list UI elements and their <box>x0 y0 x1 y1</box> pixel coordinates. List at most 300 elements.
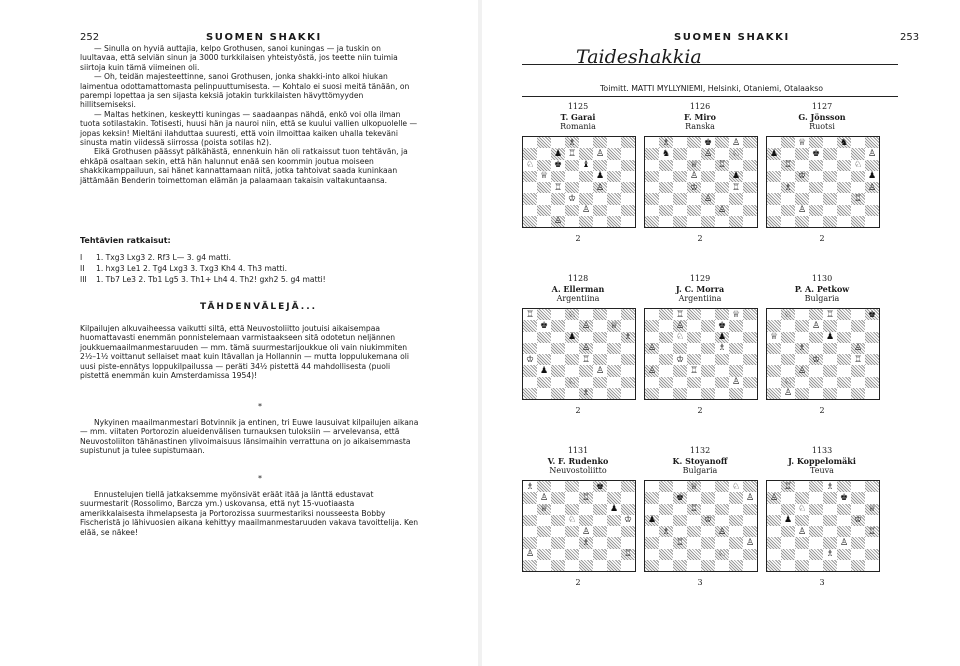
board-square <box>607 515 621 526</box>
board-square <box>865 343 879 354</box>
board-square <box>795 216 809 227</box>
board-square <box>579 481 593 492</box>
board-square <box>621 481 635 492</box>
board-square <box>767 171 781 182</box>
board-square <box>701 526 715 537</box>
board-square <box>809 193 823 204</box>
problem-header <box>640 446 760 476</box>
board-square <box>781 504 795 515</box>
board-square <box>715 343 729 354</box>
chess-piece-icon: ♘ <box>731 481 741 492</box>
board-square <box>579 160 593 171</box>
chess-piece-icon: ♗ <box>661 526 671 537</box>
problem-header <box>518 446 638 476</box>
chess-piece-icon: ♞ <box>839 137 849 148</box>
chess-piece-icon: ♙ <box>581 526 591 537</box>
board-square <box>701 492 715 503</box>
board-square <box>593 137 607 148</box>
board-square <box>593 377 607 388</box>
board-square <box>851 481 865 492</box>
chess-piece-icon: ♚ <box>595 481 605 492</box>
board-square <box>607 537 621 548</box>
board-square <box>851 354 865 365</box>
board-square <box>715 526 729 537</box>
board-square <box>523 193 537 204</box>
board-square <box>621 205 635 216</box>
chess-piece-icon: ♙ <box>867 182 877 193</box>
chess-piece-icon: ♔ <box>567 193 577 204</box>
chess-piece-icon: ♕ <box>609 320 619 331</box>
board-square <box>593 365 607 376</box>
chess-piece-icon: ♟ <box>567 332 577 343</box>
board-square <box>659 148 673 159</box>
board-square <box>687 193 701 204</box>
board-square <box>743 560 757 571</box>
board-square <box>823 560 837 571</box>
board-square <box>715 492 729 503</box>
chess-piece-icon: ♗ <box>581 537 591 548</box>
problem-country: Teuva <box>810 466 834 475</box>
board-square <box>565 560 579 571</box>
board-square <box>743 205 757 216</box>
board-square <box>607 160 621 171</box>
chess-piece-icon: ♘ <box>797 504 807 515</box>
board-square <box>729 492 743 503</box>
board-square <box>795 549 809 560</box>
board-square <box>537 504 551 515</box>
board-square <box>743 309 757 320</box>
board-square <box>743 515 757 526</box>
board-square <box>809 343 823 354</box>
board-square <box>781 549 795 560</box>
board-square <box>781 171 795 182</box>
board-square <box>621 137 635 148</box>
board-square <box>645 504 659 515</box>
board-square <box>701 560 715 571</box>
board-square <box>687 343 701 354</box>
problem-composer: V. F. Rudenko <box>547 456 609 466</box>
board-square <box>865 526 879 537</box>
board-square <box>701 365 715 376</box>
board-square <box>767 309 781 320</box>
board-square <box>823 343 837 354</box>
solution-text: 1. Txg3 Lxg3 2. Rf3 L— 3. g4 matti. <box>96 253 231 262</box>
chess-piece-icon: ♖ <box>567 148 577 159</box>
board-square <box>865 537 879 548</box>
solution-number: III <box>80 275 87 284</box>
chess-piece-icon: ♔ <box>525 354 535 365</box>
board-square <box>673 148 687 159</box>
board-square <box>743 216 757 227</box>
board-square <box>607 492 621 503</box>
board-square <box>565 205 579 216</box>
board-square <box>687 515 701 526</box>
board-square <box>565 193 579 204</box>
board-square <box>865 171 879 182</box>
board-square <box>645 216 659 227</box>
board-square <box>865 492 879 503</box>
board-square <box>701 182 715 193</box>
board-square <box>851 343 865 354</box>
board-square <box>593 560 607 571</box>
board-square <box>687 205 701 216</box>
board-square <box>729 193 743 204</box>
board-square <box>593 388 607 399</box>
chess-diagram <box>644 136 758 228</box>
board-square <box>673 137 687 148</box>
board-square <box>621 526 635 537</box>
problem-header <box>640 102 760 132</box>
board-square <box>659 365 673 376</box>
problem-country: Neuvostoliitto <box>549 466 607 475</box>
board-square <box>565 182 579 193</box>
board-square <box>837 332 851 343</box>
board-square <box>673 171 687 182</box>
chess-piece-icon: ♘ <box>567 309 577 320</box>
solution-text: 1. hxg3 Le1 2. Tg4 Lxg3 3. Txg3 Kh4 4. Th3 matti. <box>96 264 287 273</box>
board-square <box>537 515 551 526</box>
board-square <box>701 549 715 560</box>
board-square <box>645 343 659 354</box>
board-square <box>659 481 673 492</box>
problem-moves: 2 <box>819 234 825 243</box>
board-square <box>823 504 837 515</box>
board-square <box>523 160 537 171</box>
problem-composer: J. Koppelomäki <box>788 456 856 466</box>
board-square <box>865 515 879 526</box>
board-square <box>865 160 879 171</box>
board-square <box>823 365 837 376</box>
board-square <box>743 343 757 354</box>
board-square <box>837 193 851 204</box>
board-square <box>523 148 537 159</box>
board-square <box>593 160 607 171</box>
board-square <box>645 492 659 503</box>
board-square <box>851 526 865 537</box>
board-square <box>743 388 757 399</box>
board-square <box>537 137 551 148</box>
board-square <box>687 171 701 182</box>
problem-country: Argentiina <box>678 294 722 303</box>
chess-piece-icon: ♙ <box>539 492 549 503</box>
board-square <box>823 216 837 227</box>
board-square <box>621 193 635 204</box>
board-square <box>593 182 607 193</box>
board-square <box>551 537 565 548</box>
board-square <box>823 549 837 560</box>
board-square <box>729 205 743 216</box>
board-square <box>715 320 729 331</box>
chess-piece-icon: ♔ <box>689 182 699 193</box>
board-square <box>781 137 795 148</box>
board-square <box>579 137 593 148</box>
board-square <box>687 365 701 376</box>
board-square <box>851 332 865 343</box>
board-square <box>837 182 851 193</box>
board-square <box>781 388 795 399</box>
board-square <box>607 182 621 193</box>
board-square <box>673 320 687 331</box>
board-square <box>851 309 865 320</box>
board-square <box>593 504 607 515</box>
board-square <box>851 182 865 193</box>
board-square <box>729 560 743 571</box>
board-square <box>621 320 635 331</box>
chess-piece-icon: ♙ <box>853 343 863 354</box>
chess-piece-icon: ♚ <box>811 148 821 159</box>
board-square <box>551 193 565 204</box>
left-page <box>0 0 478 666</box>
board-square <box>579 171 593 182</box>
board-square <box>743 504 757 515</box>
board-square <box>565 216 579 227</box>
board-square <box>809 515 823 526</box>
board-square <box>659 526 673 537</box>
board-square <box>593 537 607 548</box>
chess-piece-icon: ♔ <box>797 171 807 182</box>
board-square <box>743 148 757 159</box>
chess-piece-icon: ♗ <box>825 549 835 560</box>
board-square <box>523 492 537 503</box>
board-square <box>645 377 659 388</box>
board-square <box>715 549 729 560</box>
board-square <box>795 148 809 159</box>
board-square <box>551 526 565 537</box>
board-square <box>743 537 757 548</box>
board-square <box>621 549 635 560</box>
board-square <box>865 549 879 560</box>
board-square <box>523 216 537 227</box>
board-square <box>565 492 579 503</box>
board-square <box>607 148 621 159</box>
board-square <box>823 182 837 193</box>
board-square <box>565 320 579 331</box>
board-square <box>701 193 715 204</box>
board-square <box>537 492 551 503</box>
board-square <box>851 537 865 548</box>
board-square <box>767 388 781 399</box>
board-square <box>593 526 607 537</box>
board-square <box>593 481 607 492</box>
section-title: TÄHDENVÄLEJÄ... <box>200 302 318 312</box>
solutions-title: Tehtävien ratkaisut: <box>80 236 171 245</box>
board-square <box>645 365 659 376</box>
chess-piece-icon: ♗ <box>623 332 633 343</box>
board-square <box>837 148 851 159</box>
board-square <box>743 320 757 331</box>
separator-star: * <box>258 402 262 411</box>
chess-piece-icon: ♙ <box>595 365 605 376</box>
board-square <box>715 388 729 399</box>
chess-diagram <box>522 308 636 400</box>
board-square <box>673 537 687 548</box>
chess-piece-icon: ♗ <box>581 388 591 399</box>
board-square <box>537 320 551 331</box>
board-square <box>851 193 865 204</box>
board-square <box>673 515 687 526</box>
board-square <box>687 148 701 159</box>
board-square <box>865 560 879 571</box>
chess-piece-icon: ♟ <box>539 365 549 376</box>
board-square <box>523 537 537 548</box>
board-square <box>579 148 593 159</box>
board-square <box>767 549 781 560</box>
board-square <box>659 504 673 515</box>
board-square <box>865 354 879 365</box>
board-square <box>565 481 579 492</box>
problem-moves: 2 <box>819 406 825 415</box>
chess-piece-icon: ♘ <box>567 377 577 388</box>
board-square <box>851 320 865 331</box>
board-square <box>579 560 593 571</box>
board-square <box>837 216 851 227</box>
chess-piece-icon: ♖ <box>675 537 685 548</box>
chess-piece-icon: ♙ <box>553 216 563 227</box>
chess-diagram <box>766 136 880 228</box>
board-square <box>551 171 565 182</box>
board-square <box>837 560 851 571</box>
problem-composer: P. A. Petkow <box>794 284 850 294</box>
board-square <box>565 171 579 182</box>
board-square <box>865 481 879 492</box>
board-square <box>823 148 837 159</box>
chess-piece-icon: ♕ <box>689 481 699 492</box>
board-square <box>743 332 757 343</box>
board-square <box>579 537 593 548</box>
board-square <box>687 560 701 571</box>
board-square <box>645 537 659 548</box>
chess-piece-icon: ♗ <box>661 137 671 148</box>
chess-piece-icon: ♙ <box>595 148 605 159</box>
board-square <box>659 515 673 526</box>
board-square <box>809 171 823 182</box>
board-square <box>809 537 823 548</box>
problem-composer: G. Jönsson <box>798 112 846 122</box>
paragraph: — Maltas hetkinen, keskeytti kuningas — saadaanpas nähdä, enkö voi olla ilman tuota sotilastakin. Totisesti, huusi hän ja nauroi niin, että se kuului vallien ulkopuolelle — jopas keksin! Mieltäni ilahduttaa suuresti, että voin ilmoittaa kaiken uhalla tekeväni sinusta matin viidessä siirrossa (poista sotilas h2). <box>80 109 418 148</box>
board-square <box>743 377 757 388</box>
board-square <box>823 354 837 365</box>
board-square <box>621 160 635 171</box>
board-square <box>781 320 795 331</box>
chess-piece-icon: ♘ <box>717 549 727 560</box>
board-square <box>551 388 565 399</box>
problem-composer: T. Garai <box>560 112 596 122</box>
paragraph: Eikä Grothusen päässyt pälkähästä, ennenkuin hän oli ratkaissut tuon tehtävän, ja ehkäpä osaltaan sekin, että hän halunnut enää sen koommin joutua moiseen shakkikamppailuun, sai hänet kannattamaan niitä, jotka tahtoivat saada kuninkaan jättämään Benderin toimettoman elämän ja palaamaan takaisin valtakuntaansa. <box>80 147 408 185</box>
running-head-right: SUOMEN SHAKKI <box>674 32 790 43</box>
board-square <box>767 377 781 388</box>
problem-number: 1131 <box>567 446 589 455</box>
board-square <box>621 309 635 320</box>
board-square <box>551 216 565 227</box>
chess-piece-icon: ♔ <box>853 515 863 526</box>
chess-piece-icon: ♙ <box>745 537 755 548</box>
board-square <box>795 160 809 171</box>
board-square <box>687 377 701 388</box>
news-paragraph: Ennustelujen tiellä jatkaksemme myönsivät eräät itää ja länttä edustavat suurmestarit (Rossolimo, Barcza ym.) uskovansa, että nyt 15-vuotiaasta amerikkalaisesta ihmelapsesta ja Portorozissa suurmestariksi nousseesta Bobby Fischeristä jo lähivuosien aikana kehittyy maailmanmestaruuden vakava tavoittelija. Ken elää, se näkee! <box>80 490 419 537</box>
chess-piece-icon: ♚ <box>867 309 877 320</box>
board-square <box>537 205 551 216</box>
chess-diagram <box>522 480 636 572</box>
board-square <box>729 182 743 193</box>
board-square <box>645 560 659 571</box>
board-square <box>579 377 593 388</box>
board-square <box>607 504 621 515</box>
chess-piece-icon: ♖ <box>675 309 685 320</box>
board-square <box>837 171 851 182</box>
board-square <box>523 515 537 526</box>
chess-piece-icon: ♚ <box>703 137 713 148</box>
chess-piece-icon: ♙ <box>717 205 727 216</box>
board-square <box>767 332 781 343</box>
chess-piece-icon: ♙ <box>867 148 877 159</box>
board-square <box>579 309 593 320</box>
board-square <box>715 137 729 148</box>
board-square <box>851 388 865 399</box>
chess-piece-icon: ♔ <box>675 354 685 365</box>
board-square <box>607 365 621 376</box>
board-square <box>701 537 715 548</box>
board-square <box>621 537 635 548</box>
board-square <box>781 377 795 388</box>
board-square <box>523 182 537 193</box>
board-square <box>865 320 879 331</box>
board-square <box>865 148 879 159</box>
board-square <box>579 526 593 537</box>
chess-piece-icon: ♙ <box>675 320 685 331</box>
board-square <box>701 332 715 343</box>
board-square <box>767 537 781 548</box>
problem-moves: 2 <box>575 578 581 587</box>
board-square <box>621 492 635 503</box>
chess-diagram <box>766 480 880 572</box>
board-square <box>715 160 729 171</box>
board-square <box>607 377 621 388</box>
story-text <box>80 44 420 185</box>
board-square <box>659 137 673 148</box>
board-square <box>659 343 673 354</box>
news-paragraph: Kilpailujen alkuvaiheessa vaikutti siltä, että Neuvostoliitto joutuisi aikaisempaa huomattavasti enemmän ponnistelemaan varmistaakseen sitä odotetun neljännen joukkuemaailmanmestaruuden — mm. tämä suurmestarijoukkue oli vain niukimmiten 2½–1½ voittanut sellaiset maat kuin Itävallan ja Hollannin — mutta loppulukemana oli uusi piste-ennätys loppukilpailussa — peräti 34½ pistettä 44 mahdollisesta (puoli pistettä enemmän kuin Amsterdamissa 1954)! <box>80 324 409 381</box>
problem-header <box>518 274 638 304</box>
chess-piece-icon: ♟ <box>595 171 605 182</box>
board-square <box>795 388 809 399</box>
board-square <box>645 193 659 204</box>
board-square <box>837 492 851 503</box>
board-square <box>767 182 781 193</box>
board-square <box>781 481 795 492</box>
board-square <box>579 549 593 560</box>
right-page <box>482 0 960 666</box>
chess-piece-icon: ♙ <box>689 171 699 182</box>
board-square <box>565 537 579 548</box>
board-square <box>593 343 607 354</box>
page-number-left: 252 <box>80 32 100 43</box>
board-square <box>781 182 795 193</box>
board-square <box>659 492 673 503</box>
board-square <box>579 504 593 515</box>
board-square <box>823 193 837 204</box>
problem-header <box>762 446 882 476</box>
board-square <box>851 216 865 227</box>
chess-piece-icon: ♙ <box>581 343 591 354</box>
board-square <box>781 526 795 537</box>
chess-piece-icon: ♙ <box>525 549 535 560</box>
board-square <box>565 377 579 388</box>
problem-composer: J. C. Morra <box>675 284 725 294</box>
board-square <box>565 332 579 343</box>
board-square <box>701 377 715 388</box>
problem-moves: 2 <box>575 234 581 243</box>
board-square <box>687 137 701 148</box>
